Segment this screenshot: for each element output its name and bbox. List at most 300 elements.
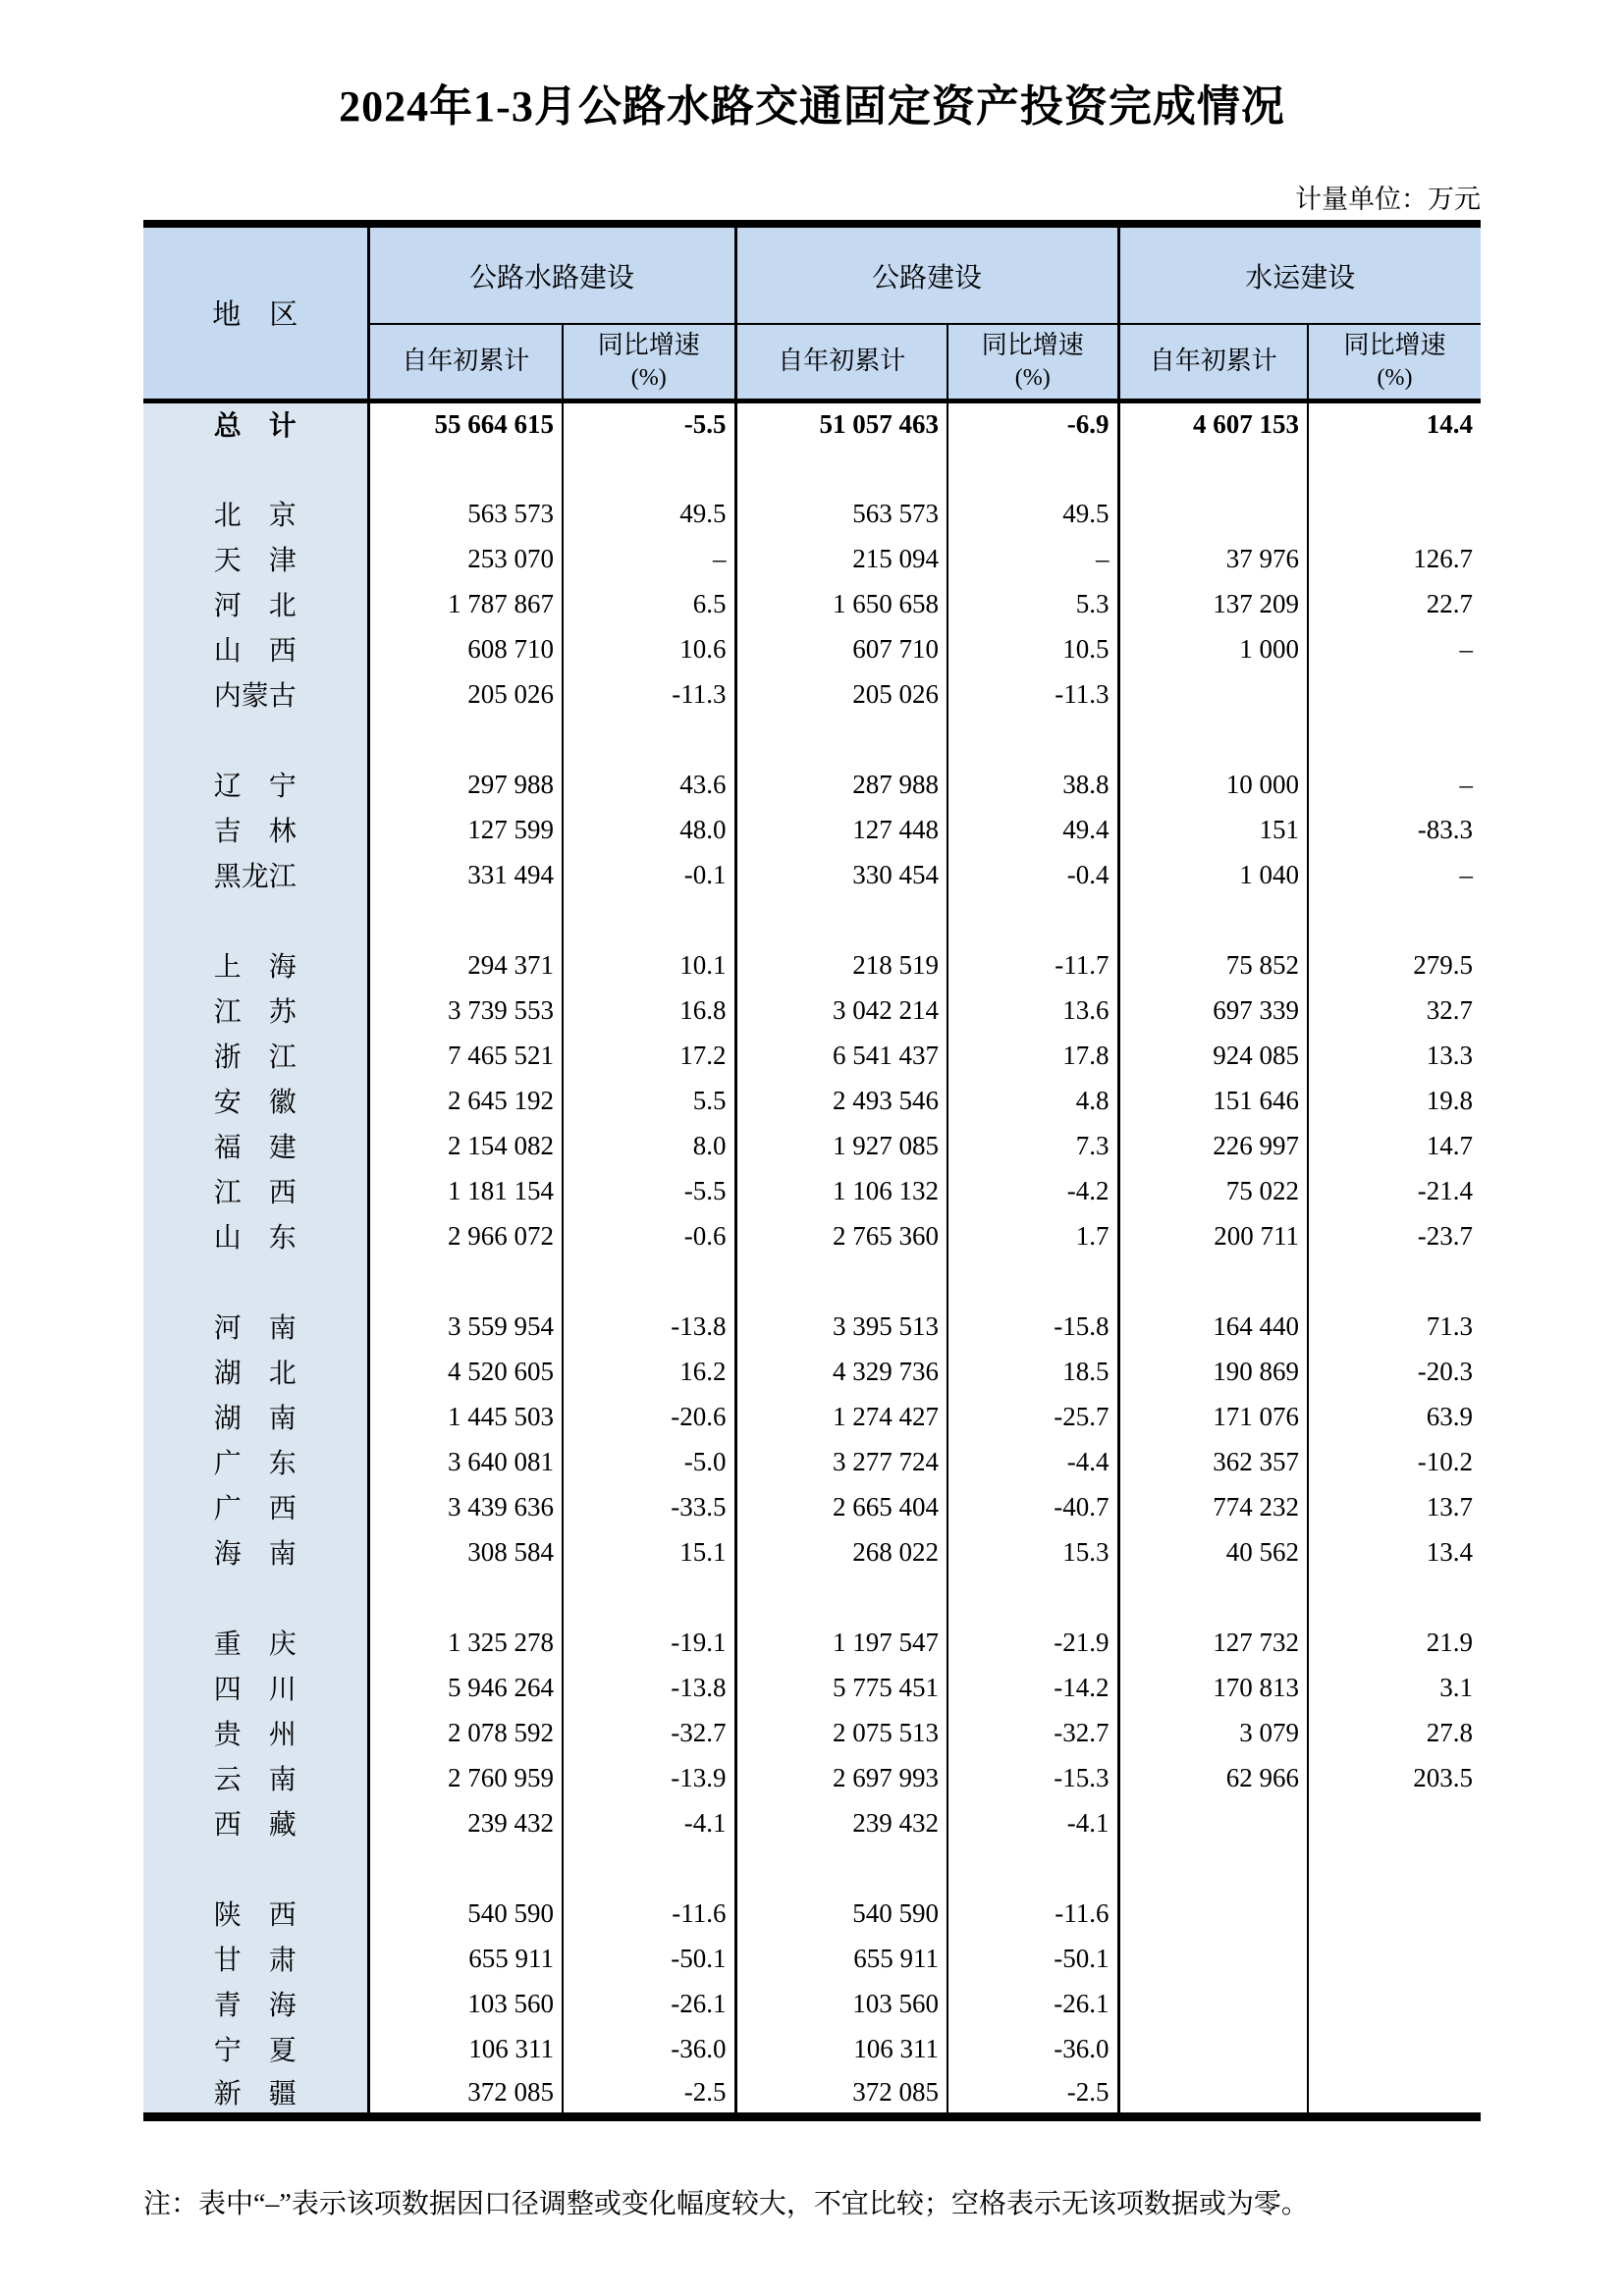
table-row xyxy=(143,2071,1481,2117)
spacer-cell xyxy=(143,1845,368,1891)
region-cell: 青 海 xyxy=(143,1981,368,2026)
table-row xyxy=(143,626,1481,671)
spacer-cell xyxy=(947,717,1118,762)
value-cell: 27.8 xyxy=(1426,1717,1474,1747)
value-cell xyxy=(1118,491,1308,536)
value-cell: -33.5 xyxy=(563,1484,735,1529)
region-cell: 浙 江 xyxy=(143,1033,368,1078)
value-cell: 608 710 xyxy=(368,626,563,671)
value-cell: 563 573 xyxy=(368,491,563,536)
value-cell: -11.7 xyxy=(947,942,1118,988)
value-cell xyxy=(1118,1800,1308,1845)
value-cell: 103 560 xyxy=(368,1981,563,2026)
value-cell: -19.1 xyxy=(563,1620,735,1665)
region-cell: 四 川 xyxy=(143,1665,368,1710)
value-cell xyxy=(1118,2071,1308,2117)
value-cell: 1 274 427 xyxy=(735,1394,947,1439)
value-cell: -36.0 xyxy=(563,2026,735,2071)
table-body xyxy=(143,400,1481,2117)
spacer-cell xyxy=(947,1258,1118,1304)
header-group-row xyxy=(143,224,1481,324)
value-cell: 2 697 993 xyxy=(735,1755,947,1800)
value-cell: 2 493 546 xyxy=(735,1078,947,1123)
value-cell: – xyxy=(1459,633,1474,664)
value-cell: 49.5 xyxy=(563,491,735,536)
value-cell: – xyxy=(563,536,735,581)
table-row xyxy=(143,988,1481,1033)
value-cell: 3 559 954 xyxy=(368,1304,563,1349)
value-cell: 1 040 xyxy=(1118,852,1308,897)
value-cell xyxy=(1308,1936,1481,1981)
value-cell: 127 732 xyxy=(1118,1620,1308,1665)
value-cell: 3 079 xyxy=(1118,1710,1308,1755)
value-cell: 38.8 xyxy=(947,762,1118,807)
spacer-cell xyxy=(368,1575,563,1620)
table-row xyxy=(143,1168,1481,1213)
subheader-growth-unit: (%) xyxy=(630,364,667,391)
spacer-cell xyxy=(1308,1845,1481,1891)
region-cell: 辽 宁 xyxy=(143,762,368,807)
value-cell: 3 042 214 xyxy=(735,988,947,1033)
value-cell: 4 329 736 xyxy=(735,1349,947,1394)
value-cell xyxy=(1118,1891,1308,1936)
value-cell: 49.4 xyxy=(947,807,1118,852)
value-cell: -2.5 xyxy=(947,2071,1118,2117)
value-cell: 4.8 xyxy=(947,1078,1118,1123)
spacer-cell xyxy=(735,446,947,491)
value-cell: 1 445 503 xyxy=(368,1394,563,1439)
value-cell xyxy=(1118,671,1308,717)
value-cell: 3 640 081 xyxy=(368,1439,563,1484)
value-cell: 126.7 xyxy=(1413,543,1474,573)
spacer-cell xyxy=(1118,717,1308,762)
value-cell: 151 xyxy=(1118,807,1308,852)
value-cell: -13.9 xyxy=(563,1755,735,1800)
value-cell xyxy=(1308,2026,1481,2071)
table-row xyxy=(143,1620,1481,1665)
spacer-cell xyxy=(947,446,1118,491)
value-cell: 655 911 xyxy=(368,1936,563,1981)
spacer-cell xyxy=(1308,897,1481,942)
value-cell: 13.7 xyxy=(1426,1491,1474,1522)
value-cell: -32.7 xyxy=(563,1710,735,1755)
value-cell: -32.7 xyxy=(947,1710,1118,1755)
table-row xyxy=(143,852,1481,897)
spacer-cell xyxy=(563,717,735,762)
value-cell: 218 519 xyxy=(735,942,947,988)
value-cell: 3 277 724 xyxy=(735,1439,947,1484)
value-cell: 103 560 xyxy=(735,1981,947,2026)
value-cell: 297 988 xyxy=(368,762,563,807)
table-row xyxy=(143,1665,1481,1710)
region-cell: 贵 州 xyxy=(143,1710,368,1755)
value-cell: -0.6 xyxy=(563,1213,735,1258)
region-cell: 天 津 xyxy=(143,536,368,581)
value-cell: -5.5 xyxy=(563,400,735,446)
region-cell: 新 疆 xyxy=(143,2071,368,2117)
group-header-highway-waterway: 公路水路建设 xyxy=(368,224,735,324)
value-cell: 51 057 463 xyxy=(735,400,947,446)
value-cell: -11.3 xyxy=(563,671,735,717)
spacer-cell xyxy=(735,1258,947,1304)
table-row xyxy=(143,1529,1481,1575)
value-cell: 372 085 xyxy=(735,2071,947,2117)
subheader-growth-unit: (%) xyxy=(1377,364,1413,391)
value-cell: -23.7 xyxy=(1417,1220,1474,1251)
value-cell: 655 911 xyxy=(735,1936,947,1981)
spacer-cell xyxy=(143,446,368,491)
table-row xyxy=(143,1891,1481,1936)
value-cell: 1.7 xyxy=(947,1213,1118,1258)
value-cell: -5.0 xyxy=(563,1439,735,1484)
value-cell: 200 711 xyxy=(1118,1213,1308,1258)
spacer-cell xyxy=(1308,717,1481,762)
region-cell: 吉 林 xyxy=(143,807,368,852)
investment-table xyxy=(143,220,1481,2121)
region-cell: 黑龙江 xyxy=(143,852,368,897)
value-cell: 8.0 xyxy=(563,1123,735,1168)
value-cell: 21.9 xyxy=(1426,1627,1474,1657)
value-cell: 3 395 513 xyxy=(735,1304,947,1349)
value-cell: -21.4 xyxy=(1417,1175,1474,1205)
value-cell: 5.3 xyxy=(947,581,1118,626)
value-cell: 330 454 xyxy=(735,852,947,897)
table-row xyxy=(143,671,1481,717)
value-cell: 164 440 xyxy=(1118,1304,1308,1349)
value-cell: 55 664 615 xyxy=(368,400,563,446)
value-cell: 287 988 xyxy=(735,762,947,807)
spacer-cell xyxy=(1118,1845,1308,1891)
subheader-growth-1 xyxy=(563,324,735,400)
value-cell: 137 209 xyxy=(1118,581,1308,626)
table-row xyxy=(143,536,1481,581)
spacer-cell xyxy=(143,897,368,942)
spacer-cell xyxy=(368,897,563,942)
table-note: 注：表中“–”表示该项数据因口径调整或变化幅度较大，不宜比较；空格表示无该项数据或为零。 xyxy=(143,2189,1309,2219)
subheader-growth-label: 同比增速 xyxy=(1343,330,1446,359)
region-cell: 福 建 xyxy=(143,1123,368,1168)
value-cell: -36.0 xyxy=(947,2026,1118,2071)
value-cell: 607 710 xyxy=(735,626,947,671)
spacer-cell xyxy=(735,1845,947,1891)
region-cell: 甘 肃 xyxy=(143,1936,368,1981)
value-cell: 308 584 xyxy=(368,1529,563,1575)
value-cell: 226 997 xyxy=(1118,1123,1308,1168)
value-cell: 7.3 xyxy=(947,1123,1118,1168)
spacer-cell xyxy=(368,1258,563,1304)
value-cell: 75 852 xyxy=(1118,942,1308,988)
spacer-cell xyxy=(1118,1258,1308,1304)
spacer-cell xyxy=(563,1575,735,1620)
value-cell: 239 432 xyxy=(368,1800,563,1845)
value-cell: 540 590 xyxy=(368,1891,563,1936)
value-cell: 171 076 xyxy=(1118,1394,1308,1439)
value-cell: 16.8 xyxy=(563,988,735,1033)
value-cell: 205 026 xyxy=(368,671,563,717)
region-cell: 广 东 xyxy=(143,1439,368,1484)
value-cell: 106 311 xyxy=(735,2026,947,2071)
region-cell: 海 南 xyxy=(143,1529,368,1575)
value-cell: 2 645 192 xyxy=(368,1078,563,1123)
spacer-cell xyxy=(563,1845,735,1891)
spacer-cell xyxy=(1308,1258,1481,1304)
unit-label: 计量单位：万元 xyxy=(1295,185,1481,214)
table-row xyxy=(143,1123,1481,1168)
region-cell: 云 南 xyxy=(143,1755,368,1800)
value-cell: 2 075 513 xyxy=(735,1710,947,1755)
value-cell: – xyxy=(947,536,1118,581)
value-cell: -14.2 xyxy=(947,1665,1118,1710)
spacer-cell xyxy=(735,717,947,762)
table-row xyxy=(143,1755,1481,1800)
value-cell: 924 085 xyxy=(1118,1033,1308,1078)
value-cell: 1 927 085 xyxy=(735,1123,947,1168)
spacer-cell xyxy=(563,1258,735,1304)
value-cell: 6.5 xyxy=(563,581,735,626)
table-row xyxy=(143,581,1481,626)
spacer-cell xyxy=(368,446,563,491)
value-cell: 239 432 xyxy=(735,1800,947,1845)
subheader-cumulative-label: 自年初累计 xyxy=(402,347,530,376)
value-cell: 4 607 153 xyxy=(1118,400,1308,446)
value-cell xyxy=(1308,2071,1481,2117)
value-cell: 40 562 xyxy=(1118,1529,1308,1575)
value-cell: 2 966 072 xyxy=(368,1213,563,1258)
region-cell: 北 京 xyxy=(143,491,368,536)
value-cell: -25.7 xyxy=(947,1394,1118,1439)
value-cell: 17.8 xyxy=(947,1033,1118,1078)
region-cell: 西 藏 xyxy=(143,1800,368,1845)
value-cell: -11.6 xyxy=(563,1891,735,1936)
table-row xyxy=(143,1936,1481,1981)
spacer-cell xyxy=(368,717,563,762)
spacer-cell xyxy=(368,1845,563,1891)
document-title: 2024年1-3月公路水路交通固定资产投资完成情况 xyxy=(339,82,1285,131)
spacer-cell xyxy=(947,897,1118,942)
value-cell: 49.5 xyxy=(947,491,1118,536)
value-cell: 1 197 547 xyxy=(735,1620,947,1665)
value-cell: 362 357 xyxy=(1118,1439,1308,1484)
value-cell xyxy=(1118,1936,1308,1981)
value-cell: -4.2 xyxy=(947,1168,1118,1213)
table-row xyxy=(143,400,1481,446)
value-cell: 10.1 xyxy=(563,942,735,988)
spacer-cell xyxy=(1118,1575,1308,1620)
value-cell: 1 650 658 xyxy=(735,581,947,626)
value-cell: 774 232 xyxy=(1118,1484,1308,1529)
value-cell: 15.1 xyxy=(563,1529,735,1575)
value-cell: 5 775 451 xyxy=(735,1665,947,1710)
subheader-cumulative-label: 自年初累计 xyxy=(1149,347,1277,376)
region-cell: 宁 夏 xyxy=(143,2026,368,2071)
spacer-cell xyxy=(1118,897,1308,942)
value-cell: 63.9 xyxy=(1426,1401,1474,1431)
value-cell: 563 573 xyxy=(735,491,947,536)
spacer-cell xyxy=(1308,1575,1481,1620)
table-row xyxy=(143,1033,1481,1078)
table-row xyxy=(143,1394,1481,1439)
value-cell: -2.5 xyxy=(563,2071,735,2117)
value-cell: 1 000 xyxy=(1118,626,1308,671)
spacer-row xyxy=(143,717,1481,762)
value-cell: 1 325 278 xyxy=(368,1620,563,1665)
value-cell: 170 813 xyxy=(1118,1665,1308,1710)
value-cell: 5.5 xyxy=(563,1078,735,1123)
region-column-header: 地 区 xyxy=(143,224,368,400)
value-cell: 14.4 xyxy=(1426,408,1474,439)
subheader-growth-unit: (%) xyxy=(1014,364,1051,391)
value-cell: 279.5 xyxy=(1413,949,1474,980)
value-cell: 14.7 xyxy=(1426,1130,1474,1160)
value-cell xyxy=(1118,2026,1308,2071)
value-cell: 6 541 437 xyxy=(735,1033,947,1078)
value-cell: 62 966 xyxy=(1118,1755,1308,1800)
value-cell: 17.2 xyxy=(563,1033,735,1078)
spacer-row xyxy=(143,1845,1481,1891)
spacer-row xyxy=(143,897,1481,942)
region-cell: 安 徽 xyxy=(143,1078,368,1123)
value-cell: -20.3 xyxy=(1417,1356,1474,1386)
table-row xyxy=(143,762,1481,807)
value-cell: 19.8 xyxy=(1426,1085,1474,1115)
value-cell: 16.2 xyxy=(563,1349,735,1394)
subheader-cumulative-3 xyxy=(1118,324,1308,400)
region-cell: 山 东 xyxy=(143,1213,368,1258)
value-cell: 22.7 xyxy=(1426,588,1474,618)
value-cell: -15.3 xyxy=(947,1755,1118,1800)
value-cell: 697 339 xyxy=(1118,988,1308,1033)
value-cell xyxy=(1308,1891,1481,1936)
value-cell: 294 371 xyxy=(368,942,563,988)
value-cell: 2 665 404 xyxy=(735,1484,947,1529)
value-cell: 203.5 xyxy=(1413,1762,1474,1792)
value-cell: 205 026 xyxy=(735,671,947,717)
value-cell: 13.4 xyxy=(1426,1536,1474,1567)
value-cell xyxy=(1308,671,1481,717)
value-cell: 3 439 636 xyxy=(368,1484,563,1529)
table-row xyxy=(143,1710,1481,1755)
subheader-growth-label: 同比增速 xyxy=(981,330,1084,359)
value-cell: 331 494 xyxy=(368,852,563,897)
group-header-highway: 公路建设 xyxy=(735,224,1118,324)
table-header xyxy=(143,224,1481,400)
table-row xyxy=(143,1484,1481,1529)
subheader-growth-label: 同比增速 xyxy=(597,330,700,359)
table-row xyxy=(143,807,1481,852)
spacer-cell xyxy=(563,897,735,942)
value-cell xyxy=(1118,1981,1308,2026)
spacer-cell xyxy=(735,1575,947,1620)
value-cell: 32.7 xyxy=(1426,994,1474,1025)
value-cell: -50.1 xyxy=(563,1936,735,1981)
region-cell: 湖 北 xyxy=(143,1349,368,1394)
spacer-cell xyxy=(947,1845,1118,1891)
value-cell: 10 000 xyxy=(1118,762,1308,807)
region-cell: 山 西 xyxy=(143,626,368,671)
value-cell: -15.8 xyxy=(947,1304,1118,1349)
value-cell: -4.1 xyxy=(563,1800,735,1845)
value-cell: 13.6 xyxy=(947,988,1118,1033)
value-cell: 3.1 xyxy=(1439,1672,1474,1702)
value-cell: 37 976 xyxy=(1118,536,1308,581)
value-cell: 372 085 xyxy=(368,2071,563,2117)
value-cell: 268 022 xyxy=(735,1529,947,1575)
table-row xyxy=(143,491,1481,536)
value-cell: -40.7 xyxy=(947,1484,1118,1529)
value-cell: 1 181 154 xyxy=(368,1168,563,1213)
value-cell: 75 022 xyxy=(1118,1168,1308,1213)
value-cell: -83.3 xyxy=(1417,814,1474,844)
region-cell: 河 北 xyxy=(143,581,368,626)
value-cell: -11.3 xyxy=(947,671,1118,717)
value-cell: 1 106 132 xyxy=(735,1168,947,1213)
value-cell: -20.6 xyxy=(563,1394,735,1439)
subheader-cumulative-1 xyxy=(368,324,563,400)
table-row xyxy=(143,1304,1481,1349)
value-cell: 13.3 xyxy=(1426,1040,1474,1070)
value-cell: -10.2 xyxy=(1417,1446,1474,1476)
value-cell: -26.1 xyxy=(563,1981,735,2026)
value-cell: -6.9 xyxy=(947,400,1118,446)
value-cell: 5 946 264 xyxy=(368,1665,563,1710)
value-cell: 71.3 xyxy=(1426,1310,1474,1341)
region-cell: 河 南 xyxy=(143,1304,368,1349)
value-cell: 7 465 521 xyxy=(368,1033,563,1078)
value-cell: -4.4 xyxy=(947,1439,1118,1484)
table-row xyxy=(143,1213,1481,1258)
value-cell: -11.6 xyxy=(947,1891,1118,1936)
value-cell: -50.1 xyxy=(947,1936,1118,1981)
value-cell: 2 078 592 xyxy=(368,1710,563,1755)
value-cell: – xyxy=(1459,769,1474,799)
value-cell: 253 070 xyxy=(368,536,563,581)
value-cell: 15.3 xyxy=(947,1529,1118,1575)
value-cell: -0.4 xyxy=(947,852,1118,897)
value-cell xyxy=(1308,1800,1481,1845)
region-cell: 湖 南 xyxy=(143,1394,368,1439)
value-cell: 10.6 xyxy=(563,626,735,671)
content-area xyxy=(143,185,1481,2221)
subheader-growth-3 xyxy=(1308,324,1481,400)
table-row xyxy=(143,2026,1481,2071)
value-cell: -4.1 xyxy=(947,1800,1118,1845)
table-row xyxy=(143,942,1481,988)
value-cell xyxy=(1308,1981,1481,2026)
spacer-row xyxy=(143,446,1481,491)
value-cell: 18.5 xyxy=(947,1349,1118,1394)
spacer-cell xyxy=(563,446,735,491)
value-cell: -13.8 xyxy=(563,1665,735,1710)
value-cell: -0.1 xyxy=(563,852,735,897)
group-header-waterway: 水运建设 xyxy=(1118,224,1481,324)
value-cell: 1 787 867 xyxy=(368,581,563,626)
spacer-cell xyxy=(1118,446,1308,491)
value-cell: – xyxy=(1459,859,1474,889)
value-cell: -26.1 xyxy=(947,1981,1118,2026)
spacer-cell xyxy=(735,897,947,942)
value-cell: 2 760 959 xyxy=(368,1755,563,1800)
value-cell: 2 765 360 xyxy=(735,1213,947,1258)
subheader-cumulative-2 xyxy=(735,324,947,400)
value-cell: 127 448 xyxy=(735,807,947,852)
region-cell: 重 庆 xyxy=(143,1620,368,1665)
subheader-cumulative-label: 自年初累计 xyxy=(778,347,906,376)
region-cell: 总 计 xyxy=(143,400,368,446)
value-cell: 48.0 xyxy=(563,807,735,852)
table-row xyxy=(143,1078,1481,1123)
value-cell: 127 599 xyxy=(368,807,563,852)
spacer-cell xyxy=(1308,446,1481,491)
